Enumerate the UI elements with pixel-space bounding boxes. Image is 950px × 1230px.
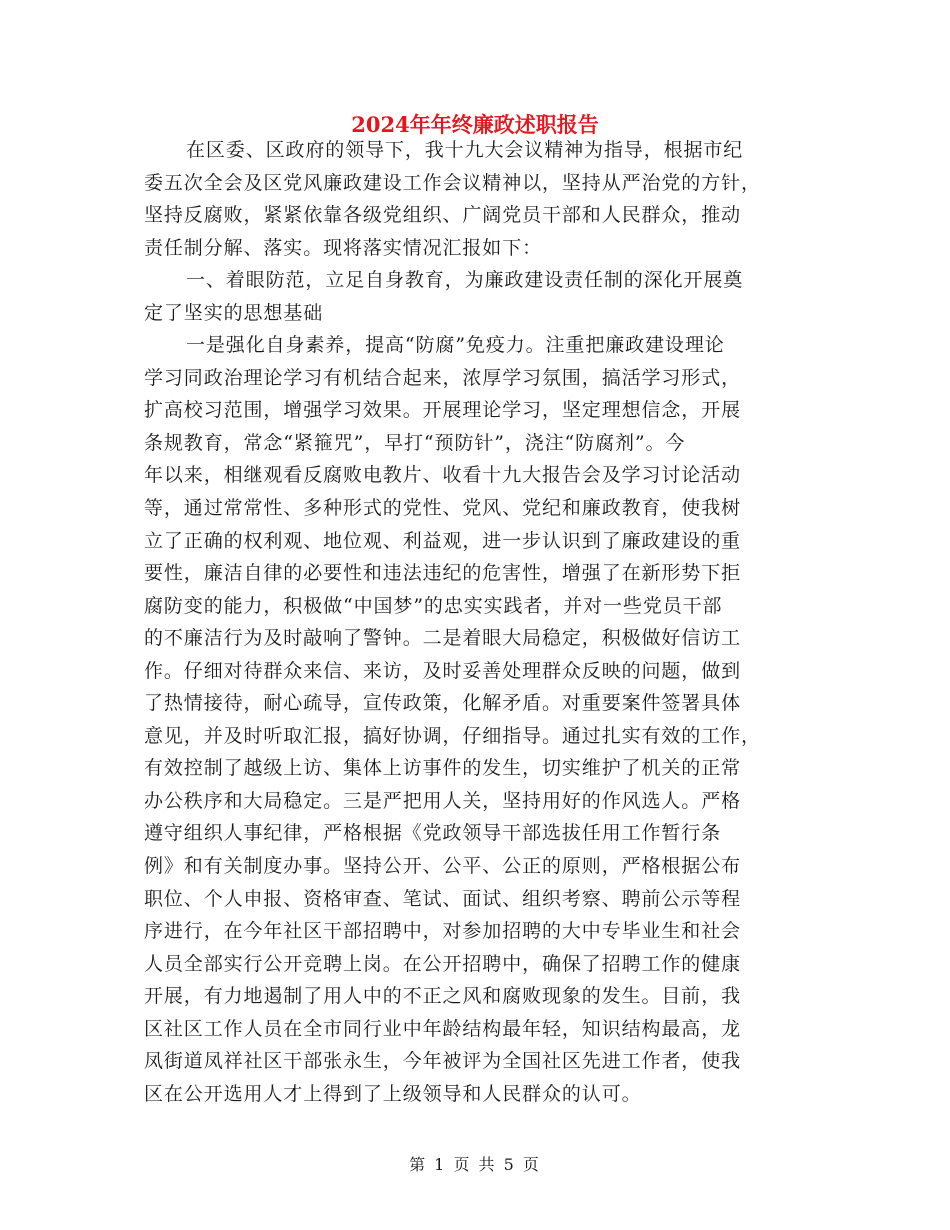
text-line: 等，通过常常性、多种形式的党性、党风、党纪和廉政教育，使我树: [144, 497, 742, 520]
text-line: 条规教育，常念“紧箍咒”，早打“预防针”，浇注“防腐剂”。今: [144, 431, 686, 454]
text-line: 定了坚实的思想基础: [144, 301, 324, 324]
text-line: 了热情接待，耐心疏导，宣传政策，化解矛盾。对重要案件签署具体: [144, 692, 742, 715]
text-line: 意见，并及时听取汇报，搞好协调，仔细指导。通过扎实有效的工作，: [144, 724, 761, 747]
text-line: 责任制分解、落实。现将落实情况汇报如下：: [144, 236, 543, 259]
text-line: 人员全部实行公开竞聘上岗。在公开招聘中，确保了招聘工作的健康: [144, 952, 742, 975]
text-line: 职位、个人申报、资格审查、笔试、面试、组织考察、聘前公示等程: [144, 887, 742, 910]
text-line: 腐防变的能力，积极做“中国梦”的忠实实践者，并对一些党员干部: [144, 594, 723, 617]
document-title: 2024年年终廉政述职报告: [351, 112, 599, 137]
text-line: 区在公开选用人才上得到了上级领导和人民群众的认可。: [144, 1082, 642, 1105]
text-line: 凤街道凤祥社区干部张永生，今年被评为全国社区先进工作者，使我: [144, 1050, 742, 1073]
text-line: 学习同政治理论学习有机结合起来，浓厚学习氛围，搞活学习形式，: [144, 366, 742, 389]
text-line: 一、着眼防范，立足自身教育，为廉政建设责任制的深化开展奠: [186, 269, 744, 292]
page-number-footer: 第 1 页 共 5 页: [409, 1155, 541, 1174]
text-line: 遵守组织人事纪律，严格根据《党政领导干部选拔任用工作暂行条: [144, 822, 722, 845]
text-line: 办公秩序和大局稳定。三是严把用人关，坚持用好的作风选人。严格: [144, 789, 742, 812]
text-line: 序进行，在今年社区干部招聘中，对参加招聘的大中专毕业生和社会: [144, 920, 742, 943]
text-line: 一是强化自身素养，提高“防腐”免疫力。注重把廉政建设理论: [186, 334, 725, 357]
text-line: 区社区工作人员在全市同行业中年龄结构最年轻，知识结构最高，龙: [144, 1017, 742, 1040]
text-line: 作。仔细对待群众来信、来访，及时妥善处理群众反映的问题，做到: [144, 659, 742, 682]
text-line: 立了正确的权利观、地位观、利益观，进一步认识到了廉政建设的重: [144, 529, 742, 552]
text-line: 扩高校习范围，增强学习效果。开展理论学习，坚定理想信念，开展: [144, 399, 742, 422]
text-line: 要性，廉洁自律的必要性和违法违纪的危害性，增强了在新形势下拒: [144, 562, 742, 585]
text-line: 的不廉洁行为及时敲响了警钟。二是着眼大局稳定，积极做好信访工: [144, 627, 742, 650]
text-line: 开展，有力地遏制了用人中的不正之风和腐败现象的发生。目前，我: [144, 985, 742, 1008]
text-line: 年以来，相继观看反腐败电教片、收看十九大报告会及学习讨论活动: [144, 464, 742, 487]
document-body: [144, 134, 806, 1110]
text-line: 在区委、区政府的领导下，我十九大会议精神为指导，根据市纪: [186, 139, 744, 161]
text-line: 有效控制了越级上访、集体上访事件的发生，切实维护了机关的正常: [144, 757, 742, 780]
text-line: 委五次全会及区党风廉政建设工作会议精神以，坚持从严治党的方针，: [144, 171, 761, 194]
text-line: 坚持反腐败，紧紧依靠各级党组织、广阔党员干部和人民群众，推动: [144, 204, 742, 227]
text-line: 例》和有关制度办事。坚持公开、公平、公正的原则，严格根据公布: [144, 855, 742, 878]
